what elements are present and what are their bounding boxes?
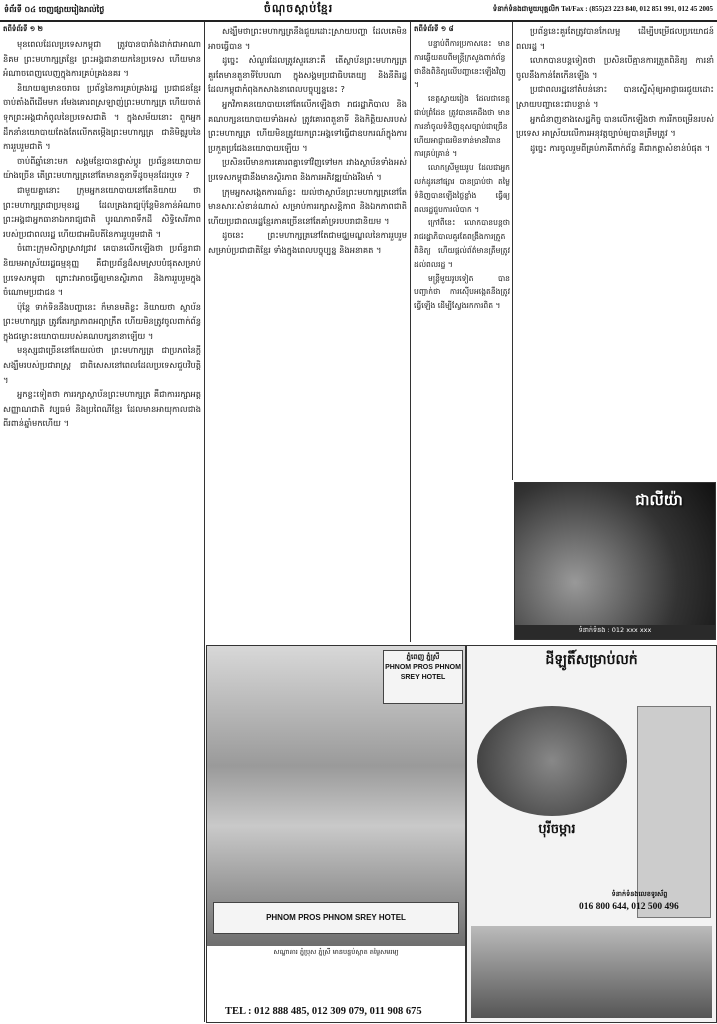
paragraph: បន្ទាប់ពីការប្រកាសនេះ មានការឆ្លើយតបពីមន្ត្រីក្រសួងពាក់ព័ន្ធ ថានឹងពិនិត្យលើបញ្ហានេះឡើងវិញ ។ — [414, 39, 510, 90]
paragraph: មនុស្សជាច្រើននៅតែយល់ថា ព្រះមហាក្សត្រ ជាប្រភពនៃក្តីសង្ឃឹមរបស់ប្រជារាស្ត្រ ជាពិសេសនៅពេលដែលប្រទេសជួបវិបត្តិ ។ — [3, 345, 201, 385]
hotel-sign-en: PHNOM PROS PHNOM SREY HOTEL — [385, 664, 461, 681]
article-column-1 — [3, 24, 201, 1020]
issue-date: ចេញផ្សាយរៀងរាល់ថ្ងៃ — [38, 5, 105, 14]
building-sign: PHNOM PROS PHNOM SREY HOTEL — [213, 902, 459, 934]
paragraph: ប្រជាពលរដ្ឋនៅតំបន់នោះ បានស្នើសុំឲ្យអាជ្ញាធរជួយដោះស្រាយបញ្ហានេះជាបន្ទាន់ ។ — [516, 84, 714, 109]
continued-label: តពីទំព័រទី ១ ២ — [3, 25, 43, 33]
page-number: ទំព័រទី ០៤ — [4, 5, 36, 14]
souvenir-shop-ad — [514, 482, 716, 640]
paragraph: លោកបានបន្តទៀតថា ប្រសិនបើគ្មានការត្រួតពិនិត្យ ការនាំចូលនឹងកាន់តែកើនឡើង ។ — [516, 55, 714, 80]
land-ad-subtitle: បុរីចម្ការ — [538, 822, 576, 837]
contact-info: ទំនាក់ទំនងជាមួយបុគ្គលិក Tel/Fax : (855)23 223 840, 012 851 991, 012 45 2005 — [492, 5, 713, 13]
paragraph: ក្រៅពីនេះ លោកបានបន្តថា រាជរដ្ឋាភិបាលគួរតែពង្រឹងការត្រួតពិនិត្យ ហើយផ្តល់ព័ត៌មានត្រឹមត្រូវដល់ពលរដ្ឋ ។ — [414, 218, 510, 269]
article-text — [3, 37, 201, 431]
paragraph: ក្រុមអ្នកសង្កេតការណ៍ខ្លះ យល់ថាស្ថាប័នព្រះមហាក្សត្រនៅតែមានសារៈសំខាន់ណាស់ សម្រាប់ការរក្សាសន្តិភាព និងឯកភាពជាតិ ហើយប្រជាពលរដ្ឋខ្មែរភាគច្រើននៅតែគាំទ្ររបបរាជានិយម ។ — [208, 186, 407, 226]
paragraph: ប៉ុន្តែ ទាក់ទិននឹងបញ្ហានេះ ក៏មានមតិខ្លះ និយាយថា ស្ថាប័នព្រះមហាក្សត្រ ត្រូវតែរក្សាភាពអព្យាក្រឹត ហើយមិនត្រូវចូលពាក់ព័ន្ធក្នុងជម្លោះនយោបាយរបស់គណបក្សនានាឡើយ ។ — [3, 301, 201, 341]
site-plan — [637, 706, 711, 918]
hotel-caption: សណ្ឋាគារ ភ្នំប្រុស ភ្នំស្រី មានបន្ទប់ស្អាត តម្លៃសមរម្យ — [273, 948, 399, 956]
paragraph: ជាមួយគ្នានោះ ក្រុមអ្នកនយោបាយនៅតែនិយាយ ថាព្រះមហាក្សត្រជាប្រមុខរដ្ឋ ដែលគ្រងរាជ្យប៉ុន្តែមិនកាន់អំណាច ព្រះអង្គជាអ្នកធានាឯករាជ្យជាតិ បូរណភាពទឹកដី សិទ្ធិសេរីភាពរបស់ប្រជាពលរដ្ឋ ហើយជាអធិបតីនៃការរួបរួមជាតិ ។ — [3, 184, 201, 239]
page-header — [0, 0, 717, 22]
paragraph: អ្នកវិភាគនយោបាយនៅតែលើកឡើងថា រាជរដ្ឋាភិបាល និងគណបក្សនយោបាយទាំងអស់ ត្រូវគោរពតួនាទី និងកិត្តិយសរបស់ព្រះមហាក្សត្រ ហើយមិនត្រូវយកព្រះអង្គទៅធ្វើជាឧបករណ៍ក្នុងការប្រកួតប្រជែងនយោបាយឡើយ ។ — [208, 98, 407, 153]
paragraph: ចាប់ពីឆ្នាំនោះមក សង្គមខ្មែរបានផ្លាស់ប្តូរ ប្រព័ន្ធនយោបាយយ៉ាងច្រើន តើព្រះមហាក្សត្រនៅតែមានតួនាទីដូចមុនដែរឬទេ ? — [3, 155, 201, 181]
paragraph: លោកស្រីមួយរូប ដែលជាអ្នកលក់ដូរនៅផ្សារ បានប្រាប់ថា តម្លៃទំនិញបានឡើងថ្លៃខ្លាំង ធ្វើឲ្យពលរដ្ឋជួបការលំបាក ។ — [414, 163, 510, 214]
continued-label: តពីទំព័រទី ១ ៨ — [414, 25, 454, 33]
paragraph: មុនពេលដែលប្រទេសកម្ពុជា ត្រូវបានបារាំងដាក់ជាអាណានិគម ព្រះមហាក្សត្រខ្មែរ ព្រះអង្គជានាយកនៃប្រទេស ហើយមានអំណាចពេញលេញក្នុងការគ្រប់គ្រងនគរ ។ — [3, 39, 201, 79]
land-sale-ad — [466, 645, 717, 1023]
paragraph: ដូច្នេះ សំណួរដែលត្រូវសួរនោះគឺ តើស្ថាប័នព្រះមហាក្សត្រគួរតែមានតួនាទីបែបណា ក្នុងសង្គមប្រជាធិបតេយ្យ និងនីតិរដ្ឋ ដែលកម្ពុជាកំពុងកសាងនាពេលបច្ចុប្បន្ននេះ ? — [208, 55, 407, 95]
paragraph: ប្រព័ន្ធនេះគួរតែត្រូវបានកែលម្អ ដើម្បីបម្រើផលប្រយោជន៍ពលរដ្ឋ ។ — [516, 26, 714, 51]
land-phone: 016 800 644, 012 500 496 — [579, 902, 679, 912]
hotel-sign — [383, 650, 463, 704]
article-column-3 — [414, 24, 510, 640]
column-divider — [512, 22, 513, 480]
paragraph: អ្នកខ្លះទៀតថា ការរក្សាស្ថាប័នព្រះមហាក្សត្រ គឺជាការរក្សាអត្តសញ្ញាណជាតិ វប្បធម៌ និងប្រពៃណីខ្មែរ ដែលមានអាយុកាលជាងពីរពាន់ឆ្នាំមកហើយ ។ — [3, 389, 201, 429]
column-divider — [410, 22, 411, 642]
paragraph: ចំពោះក្រុមសិក្សាស្រាវជ្រាវ គេបានលើកឡើងថា ប្រព័ន្ធរាជានិយមអាស្រ័យរដ្ឋធម្មនុញ្ញ គឺជាប្រព័ន្ធដ៏សមស្របបំផុតសម្រាប់ប្រទេសកម្ពុជា ព្រោះវាអាចធ្វើឲ្យមានស្ថិរភាព និងការរួបរួមក្នុងចំណោមប្រជាជន ។ — [3, 243, 201, 298]
paragraph: មន្ត្រីមួយរូបទៀត បានបញ្ជាក់ថា ការស៊ើបអង្កេតនឹងត្រូវធ្វើឡើង ដើម្បីស្វែងរកការពិត ។ — [414, 273, 510, 311]
hotel-sign-kh: ភ្នំពេញ ភ្នំស្រី — [406, 654, 440, 661]
land-ad-title: ដីឡូតិ៍សម្រាប់លក់ — [545, 652, 638, 668]
article-text — [414, 37, 510, 313]
article-text — [208, 24, 407, 258]
hotel-ad — [206, 645, 466, 1023]
estate-photo — [471, 926, 712, 1018]
land-photo — [477, 706, 627, 816]
article-column-4 — [516, 24, 714, 480]
paragraph: ដូច្នេះ ការចូលរួមពីគ្រប់ភាគីពាក់ព័ន្ធ គឺជាកត្តាសំខាន់បំផុត ។ — [530, 142, 711, 153]
contact-label: ទំនាក់ទំនងលេខទូរស័ព្ទ — [611, 890, 668, 898]
article-text — [516, 24, 714, 155]
shop-banner: ជាលីយ៉ា — [635, 491, 683, 509]
hotel-phone: TEL : 012 888 485, 012 309 079, 011 908 675 — [225, 1006, 422, 1017]
article-column-2 — [208, 24, 407, 642]
paragraph: សង្ឃឹមថាព្រះមហាក្សត្រនឹងជួយដោះស្រាយបញ្ហា ដែលគេមិនអាចធ្វើបាន ។ — [208, 26, 407, 51]
paragraph: អ្នកជំនាញខាងសេដ្ឋកិច្ច បានលើកឡើងថា ការរីកចម្រើនរបស់ប្រទេស អាស្រ័យលើការអនុវត្តច្បាប់ឲ្យបានត្រឹមត្រូវ ។ — [516, 113, 714, 139]
paragraph: ខេត្តស្វាយរៀង ដែលជាខេត្តជាប់ព្រំដែន ត្រូវបានគេដឹងថា មានការនាំចូលទំនិញខុសច្បាប់ជាច្រើន ហើយអាជ្ញាធរមិនទាន់មានវិធានការគ្រប់គ្រាន់ ។ — [414, 94, 510, 159]
paragraph: និយាយឲ្យមានចរាចរ ប្រព័ន្ធនៃការគ្រប់គ្រងរដ្ឋ ប្រជាជនខ្មែរចាប់តាំងពីដើមមក រមែងគោរពស្រឡាញ់ព្រះមហាក្សត្រ ហើយចាត់ទុកព្រះអង្គជាកំពូលនៃប្រទេសជាតិ ។ ក្នុងសម័យនោះ ពួកអ្នកដឹកនាំនយោបាយតែងតែលើកតម្កើងព្រះមហាក្សត្រ ជានិមិត្តរូបនៃការរួបរួមជាតិ ។ — [3, 82, 201, 152]
newspaper-title: ចំណុចស្ដាប់ខ្មែរ — [263, 2, 334, 15]
column-divider — [204, 22, 205, 1022]
paragraph: ប្រសិនបើមានការគោរពគ្នាទៅវិញទៅមក រវាងស្ថាប័នទាំងអស់ ប្រទេសកម្ពុជានឹងមានស្ថិរភាព និងការអភិវឌ្ឍយ៉ាងរឹងមាំ ។ — [208, 157, 407, 182]
paragraph: ដូចនេះ ព្រះមហាក្សត្រនៅតែជាមជ្ឈមណ្ឌលនៃការរួបរួម សម្រាប់ប្រជាជាតិខ្មែរ ទាំងក្នុងពេលបច្ចុប្បន្ន និងអនាគត ។ — [208, 230, 407, 255]
shop-caption: ទំនាក់ទំនង : 012 xxx xxx — [578, 626, 652, 634]
